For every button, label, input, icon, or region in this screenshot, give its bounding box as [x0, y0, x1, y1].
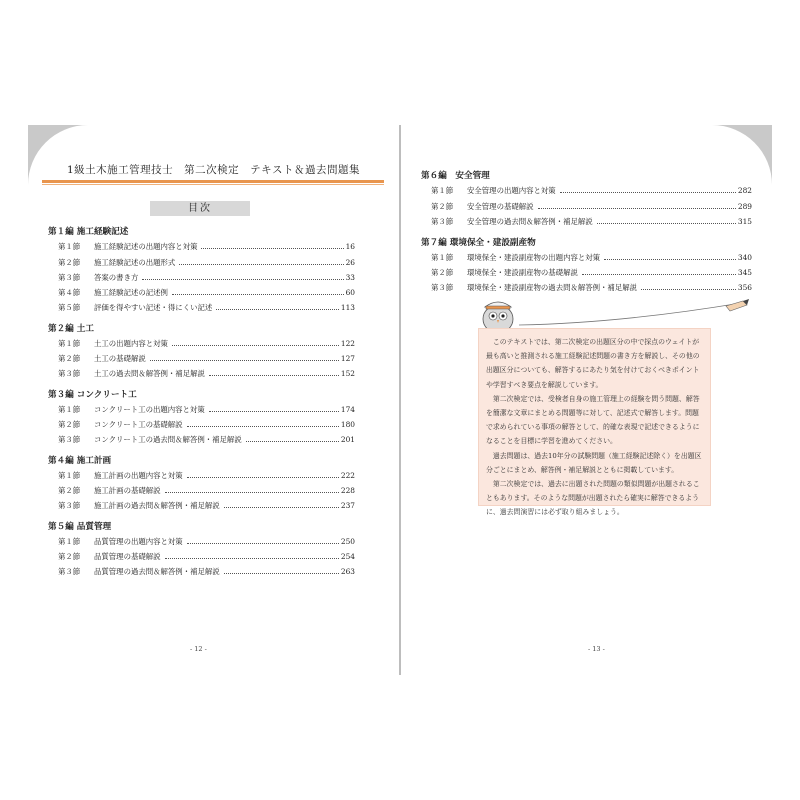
toc-page-number: 315	[737, 217, 752, 226]
toc-page-number: 250	[340, 537, 355, 546]
right-page	[401, 125, 772, 675]
toc-entry-title: 安全管理の基礎解説	[467, 202, 534, 211]
intro-note-box	[478, 328, 711, 517]
toc-section-no: 第２節	[431, 202, 454, 211]
toc-part-7: 第７編 環境保全・建設副産物	[421, 238, 536, 248]
toc-entry-title: 品質管理の過去問＆解答例・補足解説	[94, 567, 220, 576]
toc-section-no: 第３節	[58, 369, 81, 378]
toc-leader	[172, 294, 344, 295]
toc-entry[interactable]	[58, 404, 355, 415]
toc-leader	[142, 279, 343, 280]
page-number: - 12 -	[190, 645, 207, 653]
toc-page-number: 356	[737, 283, 752, 292]
toc-leader	[538, 208, 736, 209]
toc-entry-title: 施工計画の過去問＆解答例・補足解説	[94, 501, 220, 510]
toc-page-number: 26	[345, 258, 355, 267]
toc-leader	[165, 558, 339, 559]
toc-leader	[187, 477, 339, 478]
toc-page-number: 152	[340, 369, 355, 378]
toc-page-number: 345	[737, 268, 752, 277]
header-rule	[42, 180, 384, 183]
toc-section-no: 第３節	[58, 273, 81, 282]
toc-entry[interactable]	[58, 338, 355, 349]
toc-entry[interactable]	[58, 257, 355, 268]
toc-leader	[179, 264, 343, 265]
toc-leader	[246, 441, 339, 442]
toc-page-number: 201	[340, 435, 355, 444]
toc-leader	[201, 248, 343, 249]
toc-entry[interactable]	[58, 536, 355, 547]
toc-part-6: 第６編 安全管理	[421, 171, 490, 181]
toc-entry-title: 安全管理の出題内容と対策	[467, 186, 556, 195]
toc-page-number: 222	[340, 471, 355, 480]
toc-page-number: 237	[340, 501, 355, 510]
toc-section-no: 第１節	[431, 186, 454, 195]
toc-entry[interactable]	[58, 434, 355, 445]
book-title-header: 1級土木施工管理技士 第二次検定 テキスト＆過去問題集	[67, 164, 360, 176]
toc-section-no: 第１節	[58, 339, 81, 348]
toc-section-no: 第３節	[431, 283, 454, 292]
toc-part-3: 第３編 コンクリート工	[48, 390, 137, 400]
note-paragraph: 過去問題は、過去10年分の試験問題（施工経験記述除く）を出題区分ごとにまとめ、解答例・補足解説とともに掲載しています。	[486, 451, 702, 474]
toc-entry-title: コンクリート工の過去問＆解答例・補足解説	[94, 435, 242, 444]
toc-page-number: 263	[340, 567, 355, 576]
note-paragraph: 第二次検定では、受検者自身の施工管理上の経験を問う問題、解答を簡潔な文章にまとめる問題等に対して、記述式で解答します。問題で求められている事項の解答として、的確な表現で記述できるようになることを目標に学習を進めてください。	[486, 394, 700, 446]
toc-leader	[150, 360, 339, 361]
toc-entry[interactable]	[58, 241, 355, 252]
toc-entry[interactable]	[431, 185, 752, 196]
toc-leader	[187, 426, 339, 427]
toc-leader	[641, 289, 736, 290]
toc-entry-title: 答案の書き方	[94, 273, 139, 282]
toc-entry[interactable]	[431, 252, 752, 263]
toc-entry[interactable]	[431, 201, 752, 212]
toc-entry-title: 土工の出題内容と対策	[94, 339, 168, 348]
toc-entry-title: 施工計画の基礎解説	[94, 486, 161, 495]
toc-page-number: 127	[340, 354, 355, 363]
toc-entry[interactable]	[58, 287, 355, 298]
toc-entry-title: 環境保全・建設副産物の過去問＆解答例・補足解説	[467, 283, 637, 292]
toc-label: 目次	[150, 201, 250, 216]
toc-entry[interactable]	[58, 272, 355, 283]
toc-section-no: 第３節	[58, 567, 81, 576]
header-rule-thin	[42, 184, 384, 185]
toc-entry-title: 施工経験記述の出題内容と対策	[94, 242, 198, 251]
toc-leader	[582, 274, 736, 275]
toc-leader	[224, 573, 339, 574]
toc-leader	[560, 192, 736, 193]
toc-leader	[165, 492, 339, 493]
toc-leader	[216, 309, 339, 310]
toc-leader	[224, 507, 339, 508]
toc-section-no: 第２節	[58, 552, 81, 561]
toc-section-no: 第１節	[58, 242, 81, 251]
toc-section-no: 第２節	[58, 420, 81, 429]
toc-page-number: 254	[340, 552, 355, 561]
toc-section-no: 第１節	[431, 253, 454, 262]
toc-entry-title: 品質管理の出題内容と対策	[94, 537, 183, 546]
toc-leader	[209, 411, 339, 412]
toc-page-number: 289	[737, 202, 752, 211]
toc-part-5: 第５編 品質管理	[48, 522, 112, 532]
toc-entry[interactable]	[58, 419, 355, 430]
toc-section-no: 第１節	[58, 537, 81, 546]
page-number: - 13 -	[588, 645, 605, 653]
toc-entry[interactable]	[58, 485, 355, 496]
toc-section-no: 第２節	[58, 486, 81, 495]
toc-page-number: 122	[340, 339, 355, 348]
toc-page-number: 180	[340, 420, 355, 429]
toc-section-no: 第４節	[58, 288, 81, 297]
toc-entry[interactable]	[58, 368, 355, 379]
toc-page-number: 228	[340, 486, 355, 495]
toc-entry[interactable]	[58, 500, 355, 511]
toc-entry-title: コンクリート工の出題内容と対策	[94, 405, 205, 414]
toc-section-no: 第１節	[58, 405, 81, 414]
toc-section-no: 第２節	[431, 268, 454, 277]
toc-entry-title: 施工経験記述の出題形式	[94, 258, 176, 267]
toc-leader	[604, 259, 736, 260]
toc-section-no: 第３節	[58, 435, 81, 444]
toc-entry-title: コンクリート工の基礎解説	[94, 420, 183, 429]
toc-section-no: 第２節	[58, 258, 81, 267]
toc-entry[interactable]	[58, 353, 355, 364]
toc-entry-title: 評価を得やすい記述・得にくい記述	[94, 303, 213, 312]
toc-entry[interactable]	[58, 302, 355, 313]
toc-entry[interactable]	[431, 267, 752, 278]
toc-entry-title: 品質管理の基礎解説	[94, 552, 161, 561]
note-paragraph: 第二次検定では、過去に出題された問題の類似問題が出題されることもあります。そのような問題が出題されたら確実に解答できるように、過去問演習には必ず取り組みましょう。	[486, 480, 700, 517]
toc-page-number: 16	[345, 242, 355, 251]
toc-section-no: 第３節	[58, 501, 81, 510]
toc-entry-title: 環境保全・建設副産物の出題内容と対策	[467, 253, 601, 262]
toc-entry-title: 土工の過去問＆解答例・補足解説	[94, 369, 205, 378]
toc-part-4: 第４編 施工計画	[48, 456, 112, 466]
note-paragraph: このテキストでは、第二次検定の出題区分の中で採点のウェイトが最も高いと推測される施工経験記述問題の書き方を解説し、その他の出題区分についても、解答するにあたり気を付けておくべきポイントや学習すべき要点を解説しています。	[486, 338, 700, 389]
toc-leader	[209, 375, 339, 376]
pencil-illustration	[511, 297, 751, 327]
toc-entry-title: 施工経験記述の記述例	[94, 288, 168, 297]
toc-page-number: 340	[737, 253, 752, 262]
toc-entry[interactable]	[58, 551, 355, 562]
toc-entry-title: 環境保全・建設副産物の基礎解説	[467, 268, 578, 277]
left-page	[28, 125, 399, 675]
toc-section-no: 第２節	[58, 354, 81, 363]
toc-entry[interactable]	[431, 282, 752, 293]
toc-page-number: 33	[345, 273, 355, 282]
toc-section-no: 第５節	[58, 303, 81, 312]
toc-entry[interactable]	[58, 470, 355, 481]
toc-entry[interactable]	[58, 566, 355, 577]
toc-page-number: 113	[340, 303, 355, 312]
toc-entry-title: 土工の基礎解説	[94, 354, 146, 363]
toc-part-1: 第１編 施工経験記述	[48, 227, 129, 237]
toc-part-2: 第２編 土工	[48, 324, 94, 334]
toc-page-number: 60	[345, 288, 355, 297]
toc-page-number: 174	[340, 405, 355, 414]
toc-section-no: 第３節	[431, 217, 454, 226]
toc-leader	[597, 223, 736, 224]
toc-entry[interactable]	[431, 216, 752, 227]
toc-leader	[172, 345, 339, 346]
toc-entry-title: 安全管理の過去問＆解答例・補足解説	[467, 217, 593, 226]
toc-leader	[187, 543, 339, 544]
toc-section-no: 第１節	[58, 471, 81, 480]
toc-entry-title: 施工計画の出題内容と対策	[94, 471, 183, 480]
toc-page-number: 282	[737, 186, 752, 195]
